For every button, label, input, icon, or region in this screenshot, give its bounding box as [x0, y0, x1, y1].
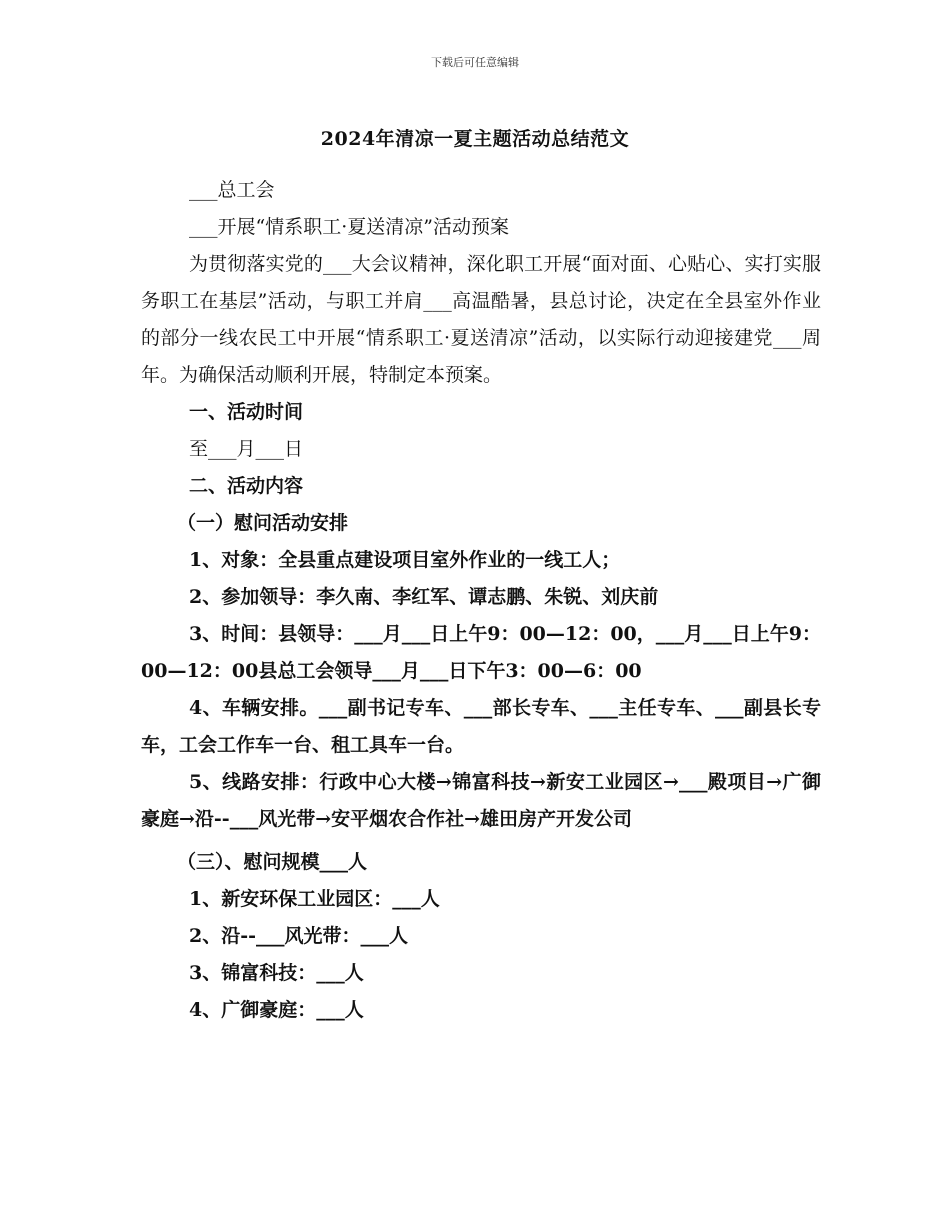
- plan-title-line: ___开展“情系职工·夏送清凉”活动预案: [189, 216, 509, 238]
- subsection-heading-visit: （一）慰问活动安排: [177, 512, 349, 534]
- time-range-line: 至___月___日: [189, 438, 304, 460]
- item-route: 5、线路安排：行政中心大楼→锦富科技→新安工业园区→___殿项目→广御豪庭→沿--___风光带→安平烟农合作社→雄田房产开发公司: [141, 771, 821, 830]
- org-line: ___总工会: [189, 179, 275, 201]
- section-heading-time: 一、活动时间: [189, 401, 304, 423]
- item-vehicles: 4、车辆安排。___副书记专车、___部长专车、___主任专车、___副县长专车，工会工作车一台、租工具车一台。: [141, 697, 821, 756]
- scale-item-4: 4、广御豪庭：___人: [189, 999, 364, 1021]
- item-schedule: 3、时间：县领导：___月___日上午9：00—12：00，___月___日上午9：00—12：00县总工会领导___月___日下午3：00—6：00: [141, 623, 821, 682]
- document-body: [141, 172, 821, 1029]
- section-heading-content: 二、活动内容: [189, 475, 304, 497]
- scale-item-1: 1、新安环保工业园区：___人: [189, 888, 440, 910]
- scale-item-3: 3、锦富科技：___人: [189, 962, 364, 984]
- item-leaders: 2、参加领导：李久南、李红军、谭志鹏、朱锐、刘庆前: [189, 586, 659, 608]
- scale-item-2: 2、沿--___风光带：___人: [189, 925, 408, 947]
- subsection-heading-scale: （三）、慰问规模___人: [177, 851, 368, 873]
- document-title: 2024年清凉一夏主题活动总结范文: [320, 128, 630, 150]
- page-header: 下载后可任意编辑: [431, 56, 519, 69]
- intro-paragraph: 为贯彻落实党的___大会议精神，深化职工开展“面对面、心贴心、实打实服务职工在基层”活动，与职工并肩___高温酷暑，县总讨论，决定在全县室外作业的部分一线农民工中开展“情系职工·夏送清凉”活动，以实际行动迎接建党___周年。为确保活动顺利开展，特制定本预案。: [141, 253, 821, 386]
- item-target: 1、对象：全县重点建设项目室外作业的一线工人；: [189, 549, 621, 571]
